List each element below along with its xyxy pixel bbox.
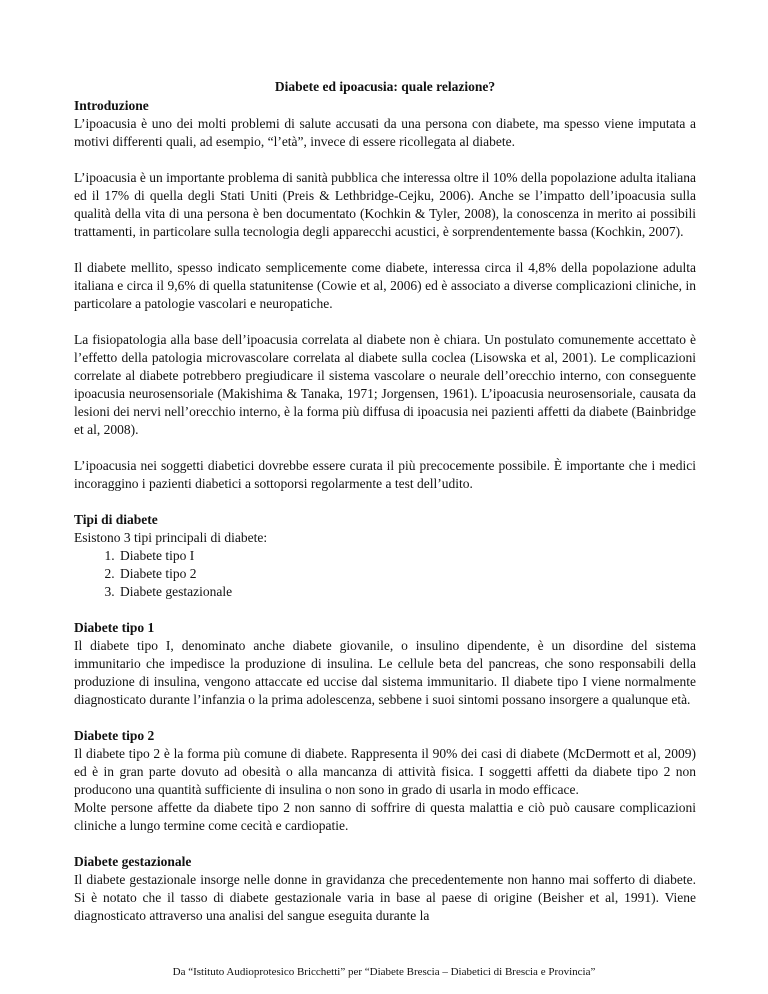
paragraph: Il diabete mellito, spesso indicato semplicemente come diabete, interessa circa il 4,8% della popolazione adulta italiana e circa il 9,6% di quella statunitense (Cowie et al, 2006) ed è associato a diverse complicazioni cliniche, in particolare a patologie vascolari e neuropatiche. [74,260,696,311]
section-heading-introduzione: Introduzione [74,98,149,113]
section-heading-tipo1: Diabete tipo 1 [74,620,155,635]
paragraph: Molte persone affette da diabete tipo 2 non sanno di soffrire di questa malattia e ciò può causare complicazioni cliniche a lungo termine come cecità e cardiopatie. [74,800,696,833]
document-page [74,78,696,943]
document-title: Diabete ed ipoacusia: quale relazione? [274,79,496,94]
list-item: 1. Diabete tipo I [118,547,696,565]
paragraph: Il diabete gestazionale insorge nelle donne in gravidanza che precedentemente non hanno mai sofferto di diabete. Si è notato che il tasso di diabete gestazionale varia in base al paese di origine (Beisher et al, 1991). Viene diagnosticato attraverso una analisi del sangue eseguita durante la [74,872,696,923]
section-heading-gestazionale: Diabete gestazionale [74,854,192,869]
section-heading-tipo2: Diabete tipo 2 [74,728,155,743]
paragraph: L’ipoacusia è uno dei molti problemi di salute accusati da una persona con diabete, ma spesso viene imputata a motivi differenti quali, ad esempio, “l’età”, invece di essere ricollegata al diabete. [74,116,696,149]
page-footer: Da “Istituto Audioprotesico Bricchetti” per “Diabete Brescia – Diabetici di Brescia e Provincia” [172,966,596,978]
paragraph: La fisiopatologia alla base dell’ipoacusia correlata al diabete non è chiara. Un postulato comunemente accettato è l’effetto della patologia microvascolare correlata al diabete sulla coclea (Lisowska et al, 2001). Le complicazioni correlate al diabete potrebbero pregiudicare il sistema vascolare o neurale dell’orecchio interno, con conseguente ipoacusia neurosensoriale (Makishima & Tanaka, 1971; Jorgensen, 1961). L’ipoacusia neurosensoriale, causata da lesioni dei nervi nell’orecchio interno, è la forma più diffusa di ipoacusia nei pazienti affetti da diabete (Bainbridge et al, 2008). [74,332,696,437]
list-lead: Esistono 3 tipi principali di diabete: [74,530,268,545]
list-item: 3. Diabete gestazionale [118,583,696,601]
section-heading-tipi: Tipi di diabete [74,512,158,527]
paragraph: Il diabete tipo 2 è la forma più comune di diabete. Rappresenta il 90% dei casi di diabete (McDermott et al, 2009) ed è in gran parte dovuto ad obesità o alla mancanza di attività fisica. I soggetti affetti da diabete tipo 2 non producono una quantità sufficiente di insulina o non sono in grado di usarla in modo efficace. [74,746,696,797]
paragraph: L’ipoacusia nei soggetti diabetici dovrebbe essere curata il più precocemente possibile. È importante che i medici incoraggino i pazienti diabetici a sottoporsi regolarmente a test dell’udito. [74,458,696,491]
paragraph: Il diabete tipo I, denominato anche diabete giovanile, o insulino dipendente, è un disordine del sistema immunitario che impedisce la produzione di insulina. Le cellule beta del pancreas, che sono responsabili della produzione di insulina, vengono attaccate ed uccise dal sistema immunitario. Il diabete tipo I viene normalmente diagnosticato durante l’infanzia o la prima adolescenza, sebbene i suoi sintomi possano insorgere a qualunque età. [74,638,696,707]
diabetes-types-list [74,547,696,601]
list-item: 2. Diabete tipo 2 [118,565,696,583]
paragraph: L’ipoacusia è un importante problema di sanità pubblica che interessa oltre il 10% della popolazione adulta italiana ed il 17% di quella degli Stati Uniti (Preis & Lethbridge-Cejku, 2006). Anche se l’impatto dell’ipoacusia sulla qualità della vita di una persona è ben documentato (Kochkin & Tyler, 2008), la conoscenza in merito ai possibili trattamenti, in particolare sulla tecnologia degli apparecchi acustici, è sorprendentemente bassa (Kochkin, 2007). [74,170,696,239]
